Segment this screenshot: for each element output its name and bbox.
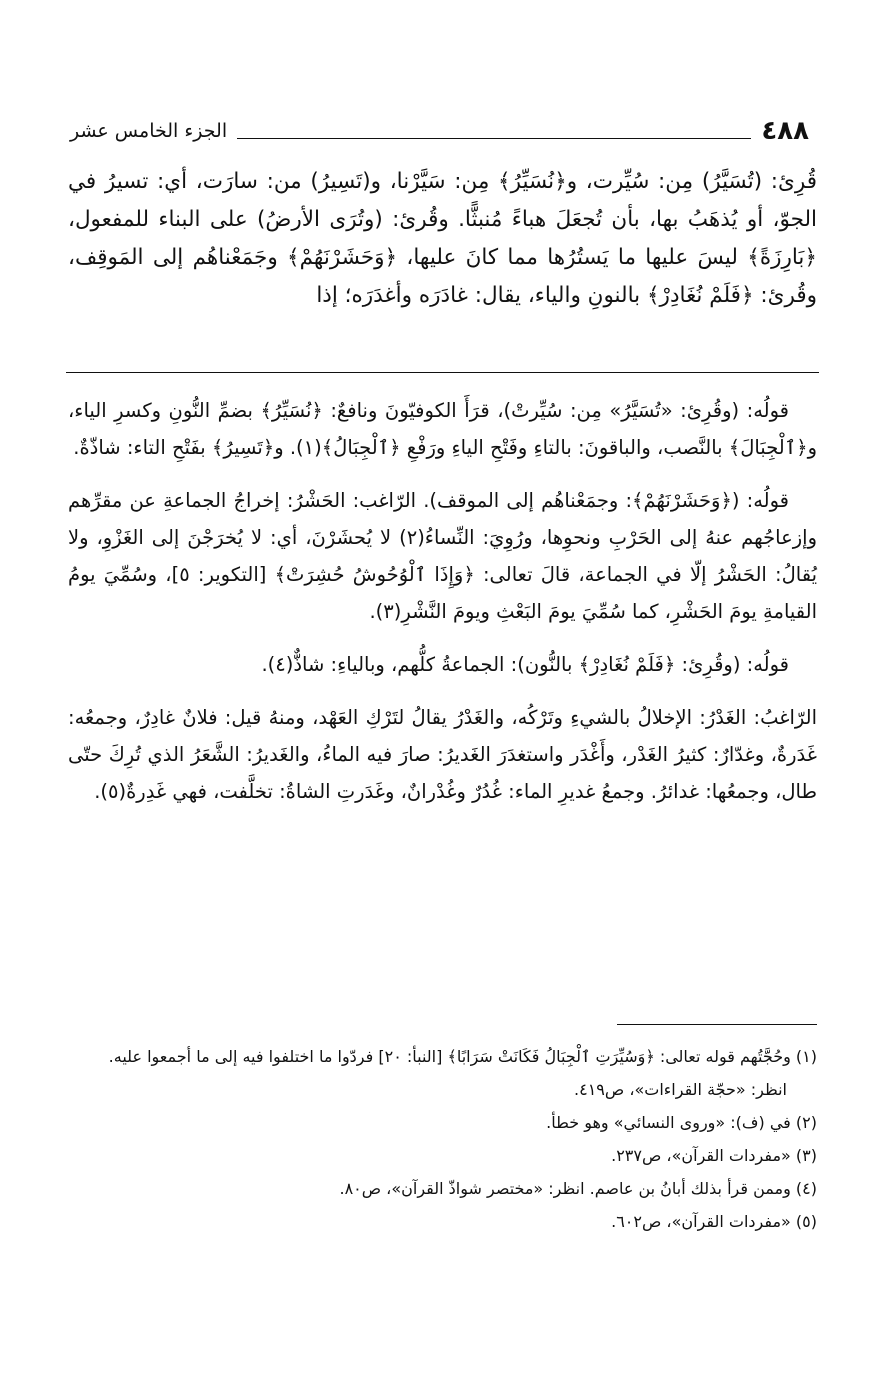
footnote-number: (٣) [795,1146,817,1165]
footnote [68,1106,817,1139]
footnote-continuation: انظر: «حجّة القراءات»، ص٤١٩. [574,1080,787,1099]
commentary-paragraph: قولُه: (وقُرِئ: «تُسَيَّرُ» مِن: سُيِّرتْ)، قرَأَ الكوفيّونَ ونافعٌ: ﴿نُسَيِّرُ﴾ بضمِّ النُّونِ وكسرِ الياء، و﴿ٱلْجِبَالَ﴾ بالنَّصب، والباقونَ: بالتاءِ وفَتْحِ الياءِ ورَفْعِ ﴿ٱلْجِبَالُ﴾(١). و﴿تَسِيرُ﴾ بفَتْحِ التاء: شاذّةٌ. [68,399,817,459]
footnote-number: (٢) [795,1113,817,1132]
footnote-number: (٥) [795,1212,817,1231]
footnote-text: وممن قرأ بذلك أبانُ بن عاصم. انظر: «مختصر شواذّ القرآن»، ص٨٠. [339,1179,791,1198]
footnote-text: «مفردات القرآن»، ص٦٠٢. [611,1212,791,1231]
footnotes [68,1040,817,1238]
main-text: قُرِئ: (تُسَيَّرُ) مِن: سُيِّرت، و﴿نُسَيِّرُ﴾ مِن: سَيَّرْنا، و(تَسِيرُ) من: سارَت، أي: تسيرُ في الجوّ، أو يُذهَبُ بها، بأن تُجعَلَ هباءً مُنبثًّا. وقُرئ: (وتُرَى الأرضُ) على البناء للمفعول، ﴿بَارِزَةً﴾ ليسَ عليها ما يَستُرُها مما كانَ عليها، ﴿وَحَشَرْنَهُمْ﴾ وجَمَعْناهُم إلى المَوقِف، وقُرئ: ﴿فَلَمْ نُغَادِرْ﴾ بالنونِ والياء، يقال: غادَرَه وأغدَرَه؛ إذا [68,169,817,308]
commentary-paragraph: قولُه: (وقُرِئ: ﴿فَلَمْ نُغَادِرْ﴾ بالنُّون): الجماعةُ كلُّهم، وبالياءِ: شاذٌّ(٤). [261,653,789,676]
footnote-text: وحُجَّتُهم قوله تعالى: ﴿وَسُيِّرَتِ ٱلْجِبَالُ فَكَانَتْ سَرَابًا﴾ [النبأ: ٢٠] فردّوا ما اختلفوا فيه إلى ما أجمعوا عليه. [108,1047,791,1066]
footnote-number: (٤) [795,1179,817,1198]
page-header [70,108,809,154]
commentary-paragraph: قولُه: (﴿وَحَشَرْنَهُمْ﴾: وجمَعْناهُم إلى الموقف). الرّاغب: الحَشْرُ: إخراجُ الجماعةِ عن مقرِّهم وإزعاجُهم عنهُ إلى الحَرْبِ ونحوِها، ورُوِيَ: النِّساءُ(٢) لا يُحشَرْنَ، أي: لا يُخرَجْنَ إلى الغَزْوِ، ولا يُقالُ: الحَشْرُ إلّا في الجماعة، قالَ تعالى: ﴿وَإِذَا ٱلْوُحُوشُ حُشِرَتْ﴾ [التكوير: ٥]، وسُمِّيَ يومُ القيامةِ يومَ الحَشْرِ، كما سُمِّيَ يومَ البَعْثِ ويومَ النَّشْرِ(٣). [68,489,818,623]
footnote-text: «مفردات القرآن»، ص٢٣٧. [611,1146,791,1165]
main-separator [66,372,819,373]
running-title: الجزء الخامس عشر [70,120,228,142]
header-rule [237,138,751,139]
footnote-number: (١) [795,1047,817,1066]
footnote [68,1139,817,1172]
commentary [68,392,817,826]
page-number: ٤٨٨ [761,116,809,146]
footnote [68,1040,817,1073]
footnote [68,1205,817,1238]
footnote [68,1172,817,1205]
footnote-separator [617,1024,817,1025]
footnote-text: في (ف): «وروى النسائي» وهو خطأ. [546,1113,791,1132]
commentary-paragraph: الرّاغبُ: الغَدْرُ: الإخلالُ بالشيءِ وتَرْكُه، والغَدْرُ يقالُ لتَرْكِ العَهْد، ومنهُ قيل: فلانٌ غادِرٌ، وجمعُه: غَدَرةٌ، وغدّارٌ: كثيرُ الغَدْر، وأَغْدَر واستغدَرَ الغَديرُ: صارَ فيه الماءُ، والغَديرُ: الشَّعَرُ الذي تُرِكَ حتّى طال، وجمعُها: غدائرُ. وجمعُ غديرِ الماء: غُدُرٌ وغُدْرانٌ، وغَدَرتِ الشاةُ: تخلَّفت، فهي غَدِرةٌ(٥). [68,706,817,803]
